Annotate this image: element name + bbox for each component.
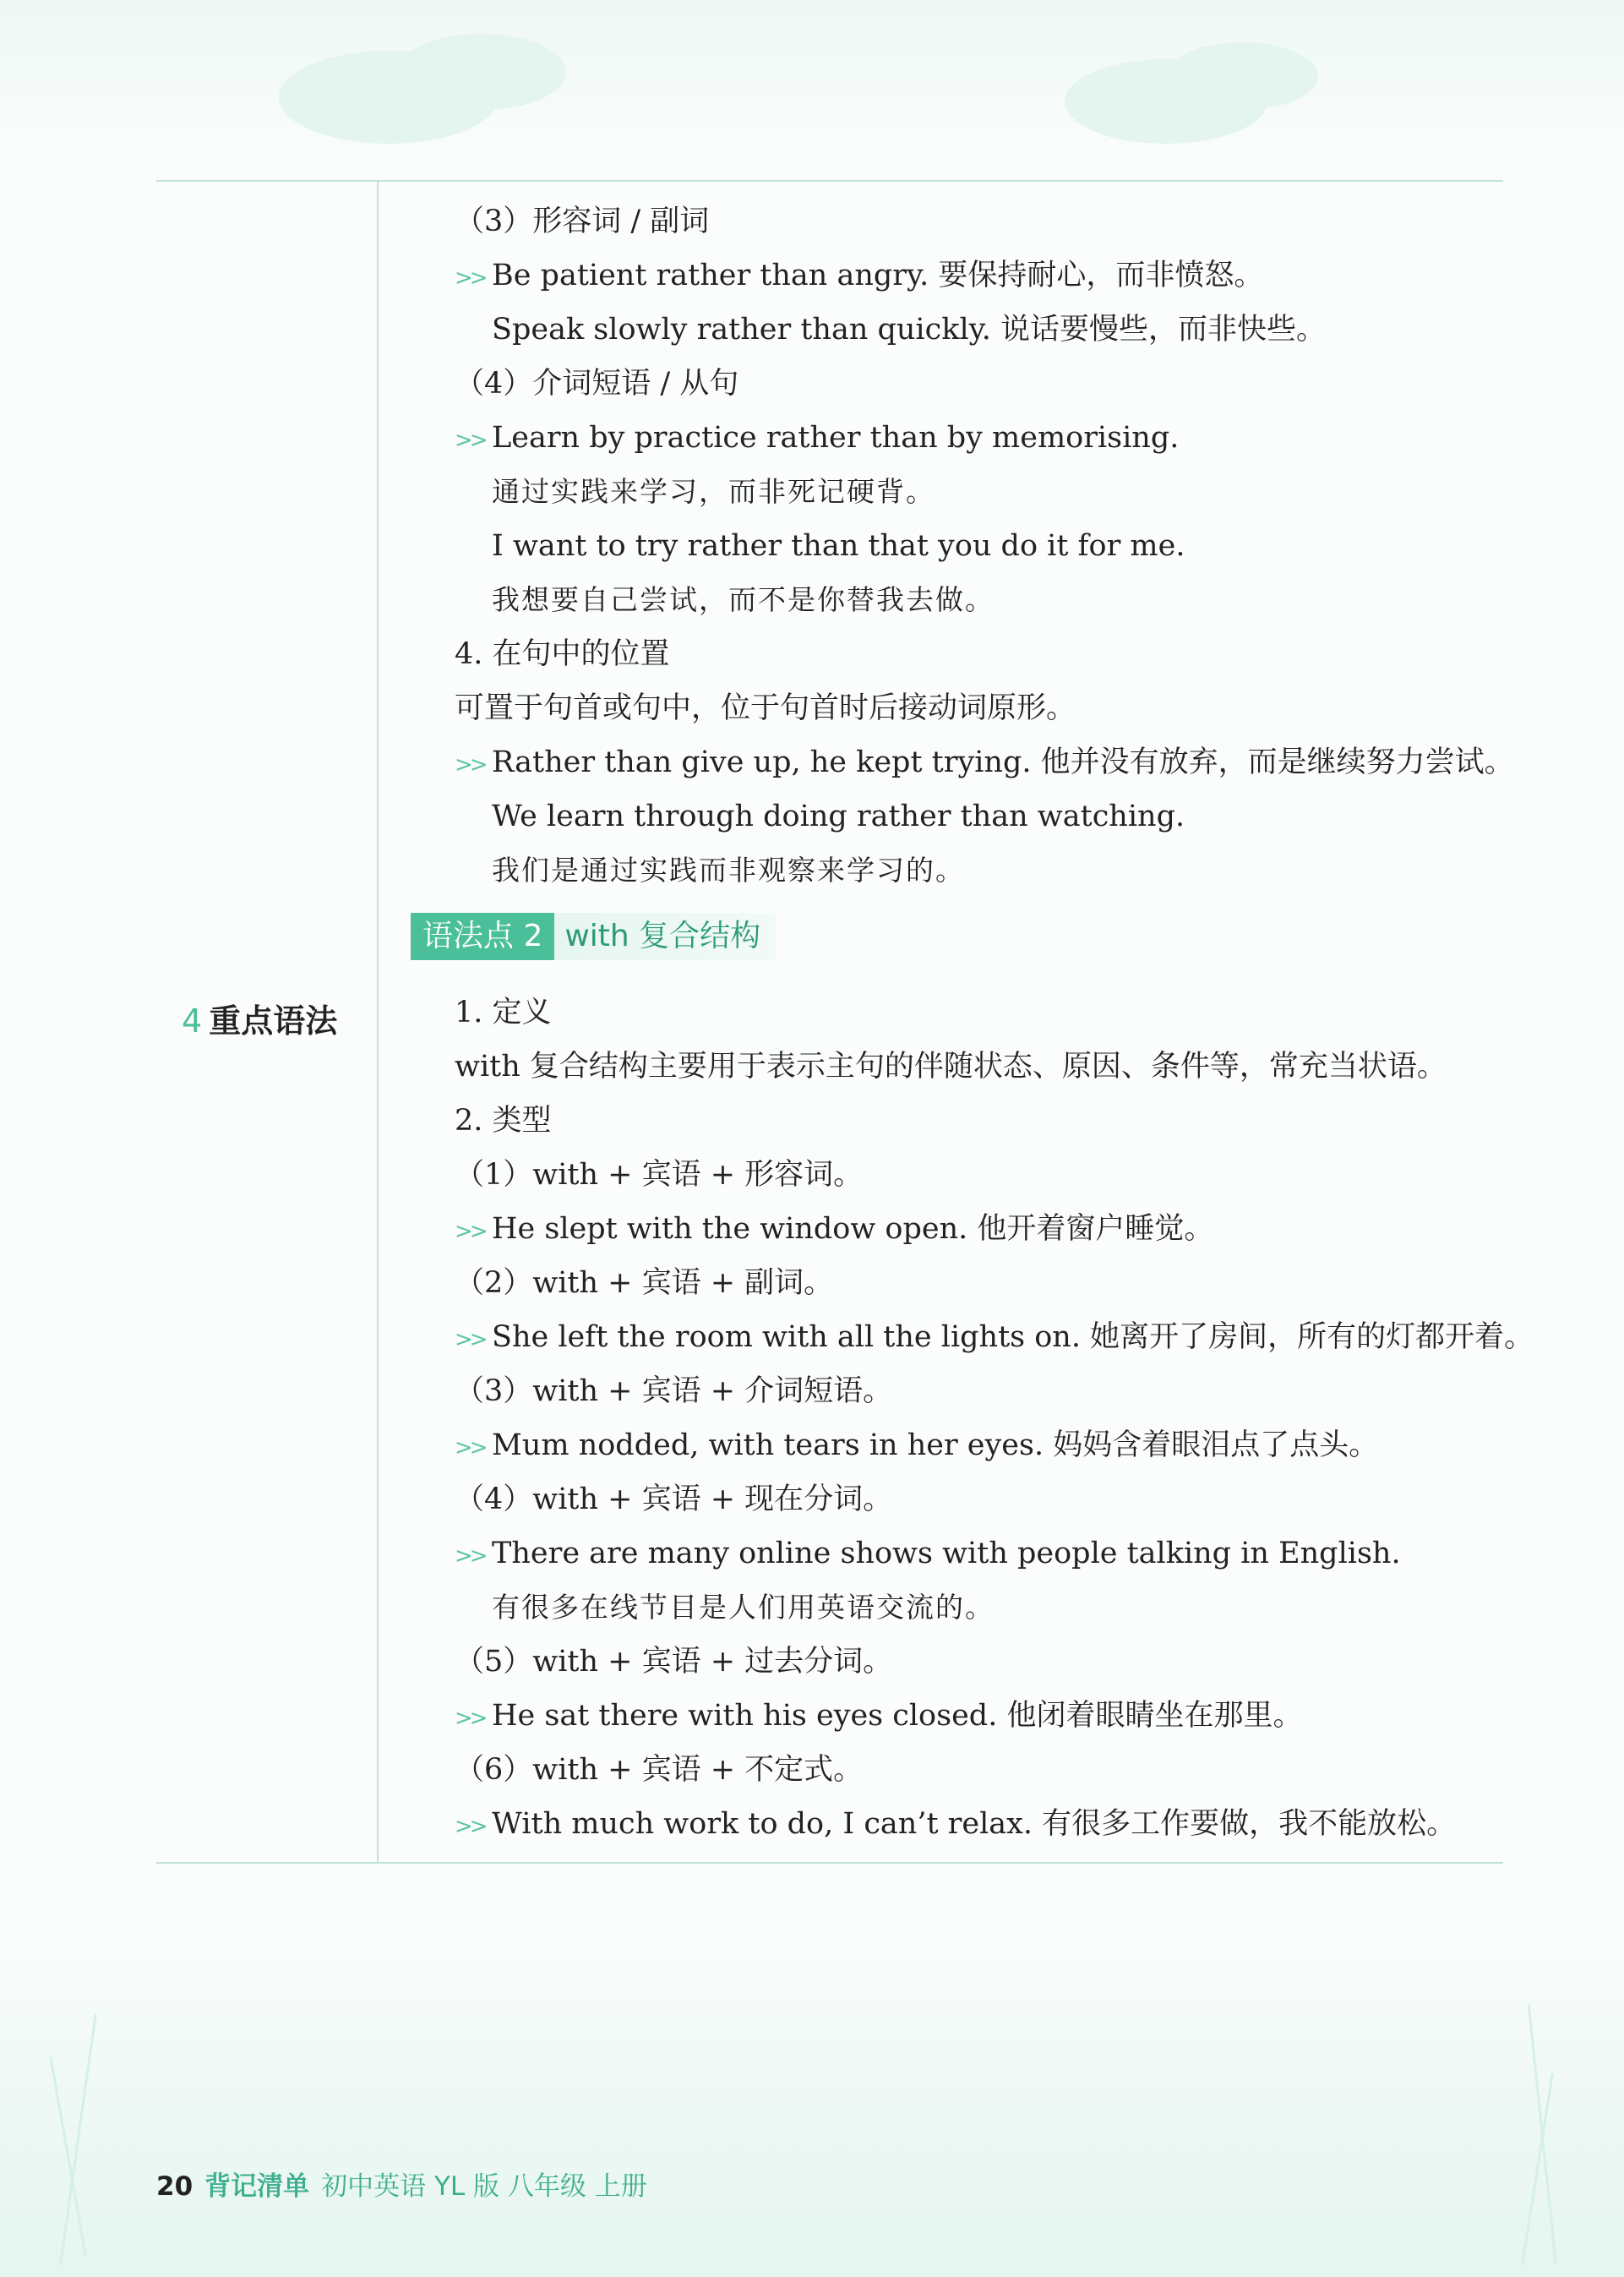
note-line: 可置于句首或句中，位于句首时后接动词原形。 xyxy=(455,691,1076,725)
book-brand: 背记清单 xyxy=(204,2171,310,2202)
example-text: Mum nodded, with tears in her eyes. 妈妈含着眼泪点了点头。 xyxy=(492,1428,1379,1462)
plant-decoration xyxy=(49,2056,87,2257)
note-line: 4. 在句中的位置 xyxy=(455,637,670,671)
note-line: （6）with + 宾语 + 不定式。 xyxy=(455,1753,864,1787)
example-text: He sat there with his eyes closed. 他闭着眼睛坐在那里。 xyxy=(492,1699,1303,1733)
example-text: He slept with the window open. 他开着窗户睡觉。 xyxy=(492,1212,1214,1246)
grammar-content xyxy=(422,194,1534,1851)
note-line: with 复合结构主要用于表示主句的伴随状态、原因、条件等，常充当状语。 xyxy=(455,1050,1447,1084)
example-arrow-icon: >> xyxy=(455,1219,485,1244)
example-arrow-icon: >> xyxy=(455,1435,485,1461)
example-sentence-continued: Speak slowly rather than quickly. 说话要慢些，而非快些。 xyxy=(492,313,1327,347)
note-line: （1）with + 宾语 + 形容词。 xyxy=(455,1158,864,1192)
rather-than-notes xyxy=(455,194,1514,898)
example-sentence xyxy=(455,1202,1494,1256)
column-divider xyxy=(377,181,379,1863)
example-sentence xyxy=(455,1526,1494,1581)
translation-line: 我们是通过实践而非观察来学习的。 xyxy=(492,854,965,887)
example-arrow-icon: >> xyxy=(455,1706,485,1731)
note-line: （3）形容词 / 副词 xyxy=(455,205,710,238)
translation-line: 通过实践来学习，而非死记硬背。 xyxy=(492,475,935,508)
cloud-decoration xyxy=(397,34,566,110)
grammar-point-banner xyxy=(411,913,776,960)
book-subtitle: 初中英语 YL 版 八年级 上册 xyxy=(321,2171,647,2202)
note-line: （5）with + 宾语 + 过去分词。 xyxy=(455,1645,893,1679)
note-line: （3）with + 宾语 + 介词短语。 xyxy=(455,1374,893,1408)
page-footer xyxy=(156,2165,647,2208)
section-title: 重点语法 xyxy=(209,1002,338,1040)
top-rule xyxy=(156,180,1503,182)
example-sentence-continued: We learn through doing rather than watching. xyxy=(492,800,1185,833)
note-line: （4）介词短语 / 从句 xyxy=(455,367,739,401)
example-arrow-icon: >> xyxy=(455,428,485,453)
example-sentence xyxy=(455,1310,1534,1364)
with-structure-notes xyxy=(455,986,1534,1851)
grammar-point-title: with 复合结构 xyxy=(564,919,761,953)
example-sentence xyxy=(455,1689,1494,1743)
example-text: She left the room with all the lights on. 她离开了房间，所有的灯都开着。 xyxy=(492,1320,1534,1354)
grammar-point-tag: 语法点 2 xyxy=(411,913,554,960)
grammar-point-heading xyxy=(411,903,1494,970)
example-sentence xyxy=(455,1797,1494,1851)
note-line: （2）with + 宾语 + 副词。 xyxy=(455,1266,834,1300)
footer-decoration xyxy=(0,1910,1624,2277)
page-number: 20 xyxy=(156,2171,193,2202)
cloud-decoration xyxy=(1166,42,1318,110)
example-sentence xyxy=(455,1418,1494,1472)
example-text: With much work to do, I can’t relax. 有很多工作要做，我不能放松。 xyxy=(492,1807,1457,1841)
example-text: Be patient rather than angry. 要保持耐心，而非愤怒。 xyxy=(492,259,1264,292)
example-text: Rather than give up, he kept trying. 他并没有放弃，而是继续努力尝试。 xyxy=(492,745,1514,779)
note-line: 1. 定义 xyxy=(455,996,552,1029)
example-sentence xyxy=(455,735,1514,789)
section-label xyxy=(182,995,337,1041)
example-arrow-icon: >> xyxy=(455,752,485,778)
translation-line: 有很多在线节目是人们用英语交流的。 xyxy=(492,1591,995,1624)
bottom-rule xyxy=(156,1862,1503,1864)
note-line: 2. 类型 xyxy=(455,1104,552,1138)
spacer xyxy=(455,970,1494,986)
translation-line: 我想要自己尝试，而不是你替我去做。 xyxy=(492,583,995,616)
example-sentence xyxy=(455,411,1494,465)
example-arrow-icon: >> xyxy=(455,1543,485,1569)
example-arrow-icon: >> xyxy=(455,1814,485,1839)
example-arrow-icon: >> xyxy=(455,265,485,291)
note-line: （4）with + 宾语 + 现在分词。 xyxy=(455,1483,893,1516)
example-sentence-continued: I want to try rather than that you do it for me. xyxy=(492,529,1185,563)
section-number: 4 xyxy=(182,1002,203,1040)
example-arrow-icon: >> xyxy=(455,1327,485,1352)
example-sentence xyxy=(455,248,1494,303)
example-text: Learn by practice rather than by memorising. xyxy=(492,421,1180,455)
example-text: There are many online shows with people talking in English. xyxy=(492,1537,1401,1570)
header-decoration xyxy=(0,0,1624,177)
